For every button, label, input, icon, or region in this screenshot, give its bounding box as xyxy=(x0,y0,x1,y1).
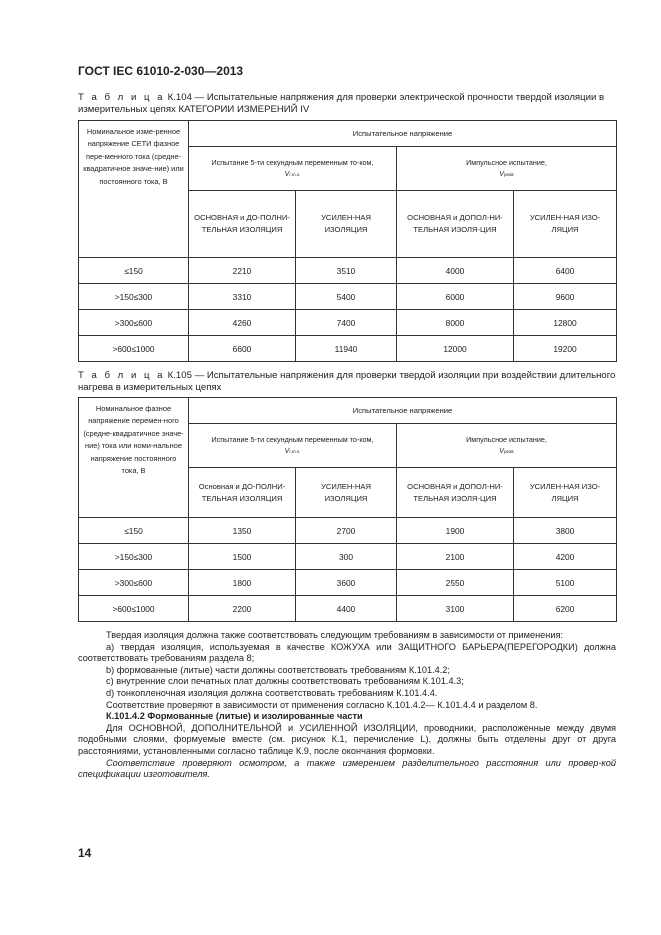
col0-header: Номинальное фазное напряжение перемен-ного (средне-квадратичное значе-ние) тока или номи-нальное напряжение постоянного тока, В xyxy=(79,398,189,518)
table-row xyxy=(79,518,617,544)
paragraph: Соответствие проверяют в зависимости от применения согласно К.101.4.2— К.101.4.4 и разделом 8. xyxy=(106,699,538,710)
cell: 4400 xyxy=(296,596,397,622)
vpeak-subscript: peak xyxy=(503,172,514,177)
cell: 4200 xyxy=(514,544,617,570)
section-heading: К.101.4.2 Формованные (литые) и изолированные части xyxy=(106,711,363,722)
subheader-ac-test xyxy=(189,424,397,468)
cell: 3600 xyxy=(296,570,397,596)
subheader-impulse-test xyxy=(397,147,617,191)
subheader-impulse-label: Импульсное испытание, xyxy=(466,158,547,167)
paragraph: Соответствие проверяют осмотром, а также измерением разделительного расстояния или провер-кой спецификации изготовителя. xyxy=(78,757,616,780)
group-header: Испытательное напряжение xyxy=(189,121,617,147)
vrms-symbol: V xyxy=(284,171,290,178)
caption-prefix: Т а б л и ц а xyxy=(78,92,165,103)
cell: 300 xyxy=(296,544,397,570)
cell: 11940 xyxy=(296,336,397,362)
subheader-ac-test xyxy=(189,147,397,191)
cell: 2700 xyxy=(296,518,397,544)
col-header: УСИЛЕН-НАЯ ИЗО-ЛЯЦИЯ xyxy=(514,468,617,518)
table-caption-k105 xyxy=(78,370,616,394)
paragraph: Твердая изоляция должна также соответствовать следующим требованиям в зависимости от применения: xyxy=(106,630,564,640)
table-row xyxy=(79,258,617,284)
table-row xyxy=(79,596,617,622)
subheader-impulse-test xyxy=(397,424,617,468)
cell: 6600 xyxy=(189,336,296,362)
cell: 5100 xyxy=(514,570,617,596)
caption-text: К.104 — Испытательные напряжения для проверки электрической прочности твердой изоляции в измерительных цепях КАТЕГОРИИ ИЗМЕРЕНИЙ IV xyxy=(78,92,605,115)
vrms-subscript: r.m.s. xyxy=(289,172,301,177)
col-header: УСИЛЕН-НАЯ ИЗОЛЯЦИЯ xyxy=(296,468,397,518)
col-header: Основная и ДО-ПОЛНИ-ТЕЛЬНАЯ ИЗОЛЯЦИЯ xyxy=(189,468,296,518)
voltage-range: >300≤600 xyxy=(79,310,189,336)
cell: 6000 xyxy=(397,284,514,310)
col-header: ОСНОВНАЯ и ДОПОЛ-НИ-ТЕЛЬНАЯ ИЗОЛЯ-ЦИЯ xyxy=(397,191,514,258)
body-text xyxy=(78,630,616,781)
cell: 5400 xyxy=(296,284,397,310)
list-item: a) твердая изоляция, используемая в качестве КОЖУХА или ЗАЩИТНОГО БАРЬЕРА(ПЕРЕГОРОДКИ) должна соответствовать требованиям раздела 8; xyxy=(78,641,616,664)
voltage-range: >150≤300 xyxy=(79,544,189,570)
voltage-range: >300≤600 xyxy=(79,570,189,596)
cell: 4000 xyxy=(397,258,514,284)
col-header: УСИЛЕН-НАЯ ИЗО-ЛЯЦИЯ xyxy=(514,191,617,258)
cell: 3310 xyxy=(189,284,296,310)
table-row xyxy=(79,570,617,596)
voltage-range: >600≤1000 xyxy=(79,336,189,362)
group-header: Испытательное напряжение xyxy=(189,398,617,424)
document-header: ГОСТ IEC 61010-2-030—2013 xyxy=(78,64,244,78)
cell: 12800 xyxy=(514,310,617,336)
voltage-range: >600≤1000 xyxy=(79,596,189,622)
cell: 4260 xyxy=(189,310,296,336)
cell: 2210 xyxy=(189,258,296,284)
list-item: c) внутренние слои печатных плат должны соответствовать требованиям К.101.4.3; xyxy=(106,676,464,687)
cell: 19200 xyxy=(514,336,617,362)
cell: 3510 xyxy=(296,258,397,284)
table-row xyxy=(79,284,617,310)
voltage-range: >150≤300 xyxy=(79,284,189,310)
cell: 2200 xyxy=(189,596,296,622)
vpeak-symbol: V xyxy=(499,448,504,455)
cell: 12000 xyxy=(397,336,514,362)
list-item: d) тонкопленочная изоляция должна соответствовать требованиям К.101.4.4. xyxy=(106,687,438,698)
table-row xyxy=(79,310,617,336)
table-k104 xyxy=(78,120,617,362)
cell: 3100 xyxy=(397,596,514,622)
table-k105 xyxy=(78,397,617,622)
table-caption-k104 xyxy=(78,92,616,116)
table-row xyxy=(79,336,617,362)
col-header: ОСНОВНАЯ и ДОПОЛ-НИ-ТЕЛЬНАЯ ИЗОЛЯ-ЦИЯ xyxy=(397,468,514,518)
vpeak-symbol: V xyxy=(499,171,504,178)
cell: 1800 xyxy=(189,570,296,596)
col0-header: Номинальное изме-ренное напряжение СЕТИ фазное пере-менного тока (средне-квадратичное значе-ние) или постоянного тока, В xyxy=(79,121,189,258)
vrms-subscript: r.m.s. xyxy=(289,449,301,454)
col-header: УСИЛЕН-НАЯ ИЗОЛЯЦИЯ xyxy=(296,191,397,258)
cell: 2550 xyxy=(397,570,514,596)
cell: 9600 xyxy=(514,284,617,310)
col-header: ОСНОВНАЯ и ДО-ПОЛНИ-ТЕЛЬНАЯ ИЗОЛЯЦИЯ xyxy=(189,191,296,258)
list-item: b) формованные (литые) части должны соответствовать требованиям К.101.4.2; xyxy=(106,664,450,675)
table-row xyxy=(79,544,617,570)
paragraph: Для ОСНОВНОЙ, ДОПОЛНИТЕЛЬНОЙ и УСИЛЕННОЙ ИЗОЛЯЦИИ, проводники, расположенные между двумя подобными слоями, формуемые вместе (см. рисунок К.1, перечисление L), должны быть отделены друг от друга расстояниями, установленными согласно таблице К.9, после окончания формовки. xyxy=(78,722,616,756)
cell: 3800 xyxy=(514,518,617,544)
subheader-impulse-label: Импульсное испытание, xyxy=(466,435,547,444)
cell: 8000 xyxy=(397,310,514,336)
voltage-range: ≤150 xyxy=(79,258,189,284)
vpeak-subscript: peak xyxy=(503,449,514,454)
cell: 6400 xyxy=(514,258,617,284)
cell: 2100 xyxy=(397,544,514,570)
cell: 1500 xyxy=(189,544,296,570)
caption-prefix: Т а б л и ц а xyxy=(78,370,165,381)
subheader-ac-label: Испытание 5-ти секундным переменным то-ком, xyxy=(211,158,374,167)
cell: 1350 xyxy=(189,518,296,544)
cell: 1900 xyxy=(397,518,514,544)
cell: 6200 xyxy=(514,596,617,622)
voltage-range: ≤150 xyxy=(79,518,189,544)
page-number: 14 xyxy=(78,846,92,860)
caption-text: К.105 — Испытательные напряжения для проверки твердой изоляции при воздействии длительного нагрева в измерительных цепях xyxy=(78,370,616,393)
cell: 7400 xyxy=(296,310,397,336)
vrms-symbol: V xyxy=(284,448,290,455)
subheader-ac-label: Испытание 5-ти секундным переменным то-ком, xyxy=(211,435,374,444)
